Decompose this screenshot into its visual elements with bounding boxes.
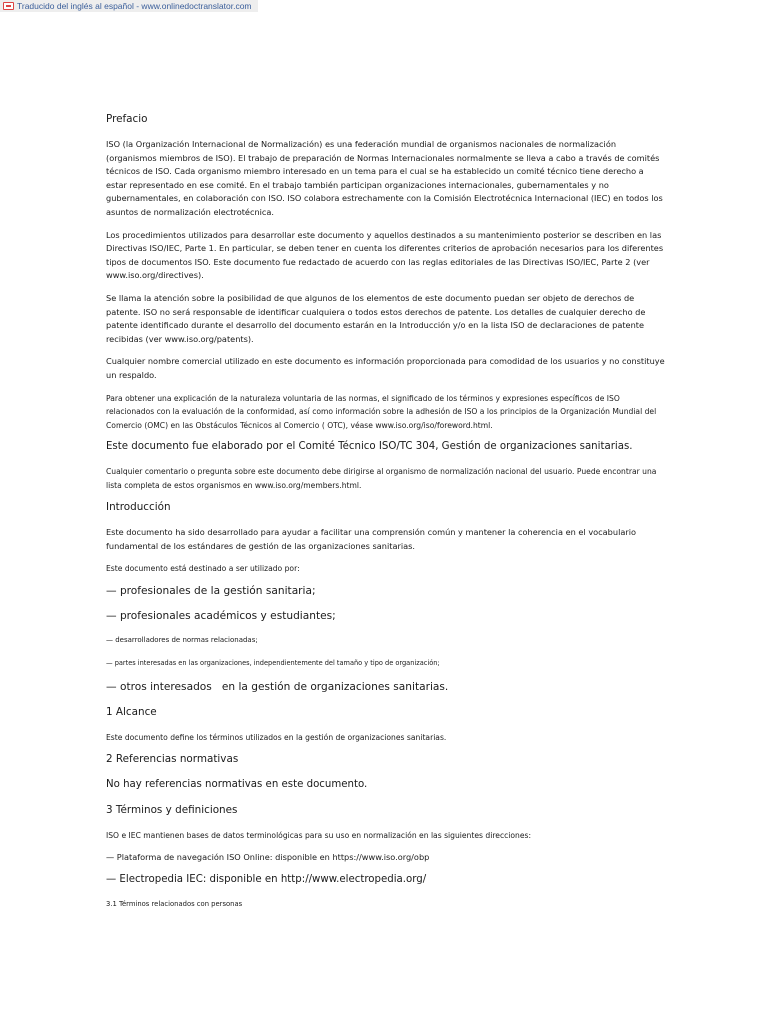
paragraph: Este documento está destinado a ser utilizado por: bbox=[106, 564, 300, 574]
pdf-translate-icon bbox=[3, 2, 14, 10]
terminos-heading: 3 Términos y definiciones bbox=[106, 804, 238, 817]
paragraph: Se llama la atención sobre la posibilidad de que algunos de los elementos de este documento puedan ser objeto de derechos de patente. ISO no será responsable de identificar cualquiera o todos estos derechos de patente. Los detalles de cualquier derecho de patente identificado durante el desarrollo del documento estarán en la Introducción y/o en la lista ISO de declaraciones de patente recibidas (ver www.iso.org/patents). bbox=[106, 292, 646, 344]
list-item: — Plataforma de navegación ISO Online: disponible en https://www.iso.org/obp bbox=[106, 851, 430, 862]
list-item: — partes interesadas en las organizaciones, independientemente del tamaño y tipo de organización; bbox=[106, 658, 440, 667]
paragraph: Este documento fue elaborado por el Comité Técnico ISO/TC 304, Gestión de organizaciones sanitarias. bbox=[106, 441, 633, 452]
paragraph: Los procedimientos utilizados para desarrollar este documento y aquellos destinados a su mantenimiento posterior se describen en las Directivas ISO/IEC, Parte 1. En particular, se deben tener en cuenta los diferentes criterios de aprobación necesarios para los diferentes tipos de documentos ISO. Este documento fue redactado de acuerdo con las reglas editoriales de las Directivas ISO/IEC, Parte 2 (ver www.iso.org/directives). bbox=[106, 229, 664, 281]
list-item: — otros interesados en la gestión de organizaciones sanitarias. bbox=[106, 680, 449, 693]
paragraph: No hay referencias normativas en este documento. bbox=[106, 779, 368, 791]
list-item: — desarrolladores de normas relacionadas; bbox=[106, 635, 258, 644]
translation-banner[interactable] bbox=[0, 0, 258, 12]
subsection-heading: 3.1 Términos relacionados con personas bbox=[106, 900, 243, 909]
document-page bbox=[106, 112, 666, 910]
paragraph: Para obtener una explicación de la naturaleza voluntaria de las normas, el significado de los términos y expresiones específicos de ISO relacionados con la evaluación de la conformidad, así como información sobre la adhesión de ISO a los principios de la Organización Mundial del Comercio (OMC) en las Obstáculos Técnicos al Comercio ( OTC), véase www.iso.org/iso/foreword.html. bbox=[106, 393, 657, 430]
paragraph: Cualquier comentario o pregunta sobre este documento debe dirigirse al organismo de normalización nacional del usuario. Puede encontrar una lista completa de estos organismos en www.iso.org/members.html. bbox=[106, 467, 657, 490]
paragraph: ISO (la Organización Internacional de Normalización) es una federación mundial de organismos nacionales de normalización (organismos miembros de ISO). El trabajo de preparación de Normas Internacionales normalmente se lleva a cabo a través de comités técnicos de ISO. Cada organismo miembro interesado en un tema para el cual se ha establecido un comité técnico tiene derecho a estar representado en ese comité. En el trabajo también participan organizaciones internacionales, gubernamentales y no gubernamentales, en colaboración con ISO. ISO colabora estrechamente con la Comisión Electrotécnica Internacional (IEC) en todos los asuntos de normalización electrotécnica. bbox=[106, 139, 663, 217]
list-item: — profesionales de la gestión sanitaria; bbox=[106, 584, 316, 597]
paragraph: Este documento define los términos utilizados en la gestión de organizaciones sanitarias. bbox=[106, 732, 447, 742]
paragraph: ISO e IEC mantienen bases de datos terminológicas para su uso en normalización en las siguientes direcciones: bbox=[106, 831, 532, 841]
referencias-heading: 2 Referencias normativas bbox=[106, 753, 239, 766]
banner-text[interactable]: Traducido del inglés al español - www.onlinedoctranslator.com bbox=[17, 1, 252, 11]
paragraph: Este documento ha sido desarrollado para ayudar a facilitar una comprensión común y mantener la coherencia en el vocabulario fundamental de los estándares de gestión de las organizaciones sanitarias. bbox=[106, 527, 637, 551]
alcance-heading: 1 Alcance bbox=[106, 705, 157, 718]
introduccion-heading: Introducción bbox=[106, 501, 171, 513]
paragraph: Cualquier nombre comercial utilizado en este documento es información proporcionada para comodidad de los usuarios y no constituye un respaldo. bbox=[106, 356, 665, 380]
list-item: — profesionales académicos y estudiantes; bbox=[106, 609, 336, 622]
prefacio-heading: Prefacio bbox=[106, 113, 148, 125]
list-item: — Electropedia IEC: disponible en http://www.electropedia.org/ bbox=[106, 874, 427, 886]
